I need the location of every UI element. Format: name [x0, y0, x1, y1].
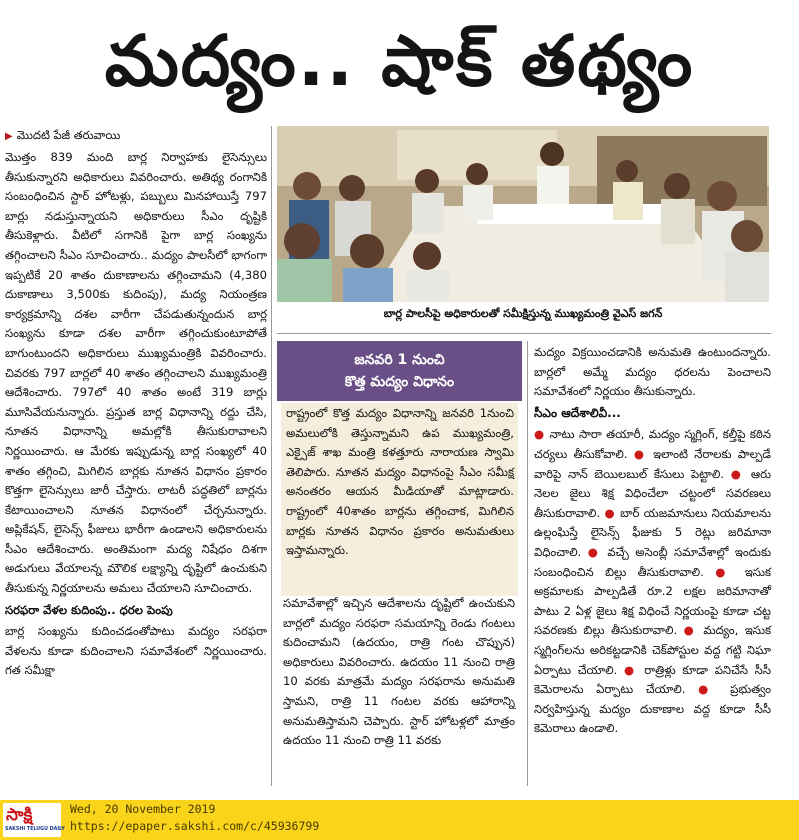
meeting-photo	[277, 126, 769, 302]
continued-text: మొదటి పేజీ తరువాయి	[16, 128, 121, 142]
list-item: ప్రభుత్వం నిర్వహిస్తున్న మద్యం దుకాణాల వద్ద కూడా సీసీ కెమెరాలు ఉండాలి.	[534, 682, 771, 736]
bullet-icon: ●	[587, 544, 608, 559]
bullet-icon: ●	[624, 662, 645, 677]
bullet-icon: ●	[534, 427, 550, 442]
paragraph: మద్యం విక్రయించడానికి అనుమతి ఉంటుందన్నారు. బార్లలో అమ్మే మద్యం ధరలను పెంచాలని సమావేశంలో నిర్ణయం తీసుకున్నారు.	[534, 345, 771, 399]
photo-caption: బార్ల పాలసీపై అధికారులతో సమీక్షిస్తున్న ముఖ్యమంత్రి వైఎస్ జగన్	[383, 307, 663, 320]
list-item: ఇలాంటి నేరాలకు పాల్పడే వారిపై నాన్ బెయిలబుల్ కేసులు పెట్టాలి.	[534, 446, 771, 481]
paragraph: సమావేశాల్లో ఇచ్చిన ఆదేశాలను దృష్టిలో ఉంచుకుని బార్లలో మద్యం సరఫరా సమయాన్ని రెండు గంటలు కుదించామని (ఉదయం, రాత్రి గంట చొప్పున) అధికారులు వివరించారు. ఉదయం 11 నుంచి రాత్రి 10 వరకు మాత్రమే మద్యం సరఫరాను అనుమతి స్తామని, రాత్రి 11 గంటల వరకు ఆహారాన్ని అనుమతిస్తామని చెప్పారు. స్టార్ హోటళ్లలో మాత్రం ఉదయం 11 నుంచి రాత్రి 11 వరకు	[283, 596, 515, 748]
list-item: మద్యం, ఇసుక స్మగ్లింగ్‌లను అరికట్టడానికి చెక్‌పోస్టుల వద్ద గట్టి నిఘా ఏర్పాటు చేయాలి.	[534, 623, 772, 677]
column-divider	[527, 341, 528, 786]
bullet-list	[534, 425, 771, 739]
subheading: సీఎం ఆదేశాలివీ...	[534, 405, 621, 420]
highlight-line-1: జనవరి 1 నుంచి	[354, 352, 445, 368]
sidebar-story	[286, 404, 514, 561]
list-item: రాత్రిళ్లు కూడా పనిచేసే సీసీ కెమెరాలను ఏర్పాటు చేయాలి.	[534, 662, 771, 697]
headline: మద్యం.. షాక్ తథ్యం	[104, 20, 695, 102]
edition-date: Wed, 20 November 2019	[70, 802, 216, 816]
epaper-link[interactable]: https://epaper.sakshi.com/c/45936799	[70, 819, 320, 833]
list-item: బార్ యజమానులు నియమాలను ఉల్లంఘిస్తే లైసెన్స్ ఫీజుకు 5 రెట్లు జరిమానా విధించాలి.	[534, 505, 772, 559]
paragraph: రాష్ట్రంలో కొత్త మద్యం విధానాన్ని జనవరి 1నుంచి అమలులోకి తెస్తున్నామని ఉప ముఖ్యమంత్రి, ఎక్సైజ్ శాఖ మంత్రి కళత్తూరు నారాయణ స్వామి తెలిపారు. నూతన మద్యం విధానంపై సీఎం సమీక్ష అనంతరం ఆయన మీడియాతో మాట్లాడారు. రాష్ట్రంలో 40శాతం బార్లను తగ్గించాక, మిగిలిన బార్లకు నూతన విధానం ప్రకారం అనుమతులు ఇస్తామన్నారు.	[286, 406, 514, 558]
section-divider	[277, 333, 771, 334]
bullet-icon: ●	[683, 623, 704, 638]
list-item: నాటు సారా తయారీ, మద్యం స్మగ్లింగ్, కల్తీపై కఠిన చర్యలు తీసుకోవాలి.	[534, 427, 772, 461]
list-item: ఆరు నెలల జైలు శిక్ష విధించేలా చట్టంలో సవరణలు తీసుకురావాలి.	[534, 466, 772, 520]
article-column-3	[534, 343, 771, 739]
paragraph: మొత్తం 839 మంది బార్ల నిర్వాహకు లైసెన్సులు తీసుకున్నారని అధికారులు వివరించారు. అతిథ్య రంగానికి సంబంధించిన స్టార్ హోటళ్లు, పబ్బులు మినహాయిస్తే 797 బార్లు నడుస్తున్నాయని అధికారులు సీఎం దృష్టికి తీసుకెళ్లారు. వీటిలో సగానికి పైగా బార్ల సంఖ్యను తగ్గించాలని సీఎం సూచించారు.. మద్యం పాలసీలో భాగంగా ఇప్పటికే 20 శాతం దుకాణాలను తగ్గించామని (4,380 దుకాణాలు 3,500కు కుదింపు), మద్య నియంత్రణ కార్యక్రమాన్ని దశల వారీగా చేపడుతున్నందున బార్ల సంఖ్యను కూడా దశల వారీగా తగ్గించుకుంటూపోతే బాగుంటుందని అధికారులు ముఖ్యమంత్రికి వివరించారు. చివరకు 797 బార్లలో 40 శాతం తగ్గించాలని ముఖ్యమంత్రి ఆదేశించారు. 797లో 40 శాతం అంటే 319 బార్లు మూసివేయనున్నారు. ప్రస్తుత బార్ల విధానాన్ని రద్దు చేసి, నూతన విధానాన్ని అమల్లోకి తీసుకురావాలని నిర్ణయించారు. ఆ మేరకు ఇప్పుడున్న బార్ల సంఖ్యలో 40 శాతం తగ్గించి, మిగిలిన బార్లకు నూతన విధానం ప్రకారం కొత్తగా లైసెన్సులు జారీ చేస్తారు. లాటరీ పద్ధతిలో బార్లను కేటాయించాలని నూతన విధానంలో చేర్చనున్నారు. అప్లికేషన్, లైసెన్స్ ఫీజులు భారీగా ఉండాలని అధికారులను సీఎం ఆదేశించారు. అంతిమంగా మద్య నిషేధం దిశగా అడుగులు వేయాలన్న మౌలిక లక్ష్యాన్ని దృష్టిలో ఉంచుకుని తీసుకున్న నిర్ణయాలను అమలు చేయాలని సూచించారు.	[5, 150, 267, 596]
sakshi-logo[interactable]	[3, 803, 65, 837]
list-item: వచ్చే అసెంబ్లీ సమావేశాల్లో ఇందుకు సంబంధించిన బిల్లు తీసుకురావాలి.	[534, 544, 772, 579]
logo-text: సాక్షి	[6, 805, 33, 825]
bullet-icon: ●	[604, 505, 621, 520]
list-item: ఇసుక అక్రమాలకు పాల్పడితే రూ.2 లక్షల జరిమానాతో పాటు 2 ఏళ్ల జైలు శిక్ష విధించే నిర్ణయంపై కూడా చట్ట సవరణకు బిల్లు తీసుకురావాలి.	[534, 564, 772, 638]
paragraph: బార్ల సంఖ్యను కుదించడంతోపాటు మద్యం సరఫరా వేళలను కూడా కుదించాలని సమావేశంలో నిర్ణయించారు. గత సమీక్షా	[5, 624, 267, 678]
triangle-bullet-icon: ▶	[5, 131, 13, 142]
article-column-2	[283, 594, 515, 751]
bullet-icon: ●	[698, 682, 731, 697]
bullet-icon: ●	[633, 446, 654, 461]
logo-subtitle: SAKSHI TELUGU DAILY	[5, 827, 65, 832]
article-column-1	[5, 126, 267, 681]
bullet-icon: ●	[715, 564, 745, 579]
highlight-line-2: కొత్త మద్యం విధానం	[344, 374, 455, 390]
continued-label	[5, 126, 267, 146]
footer-bar	[0, 800, 799, 840]
highlight-box	[277, 341, 522, 401]
subheading: సరఫరా వేళల కుదింపు.. ధరల పెంపు	[5, 602, 173, 617]
column-divider	[271, 126, 272, 786]
bullet-icon: ●	[730, 466, 751, 481]
